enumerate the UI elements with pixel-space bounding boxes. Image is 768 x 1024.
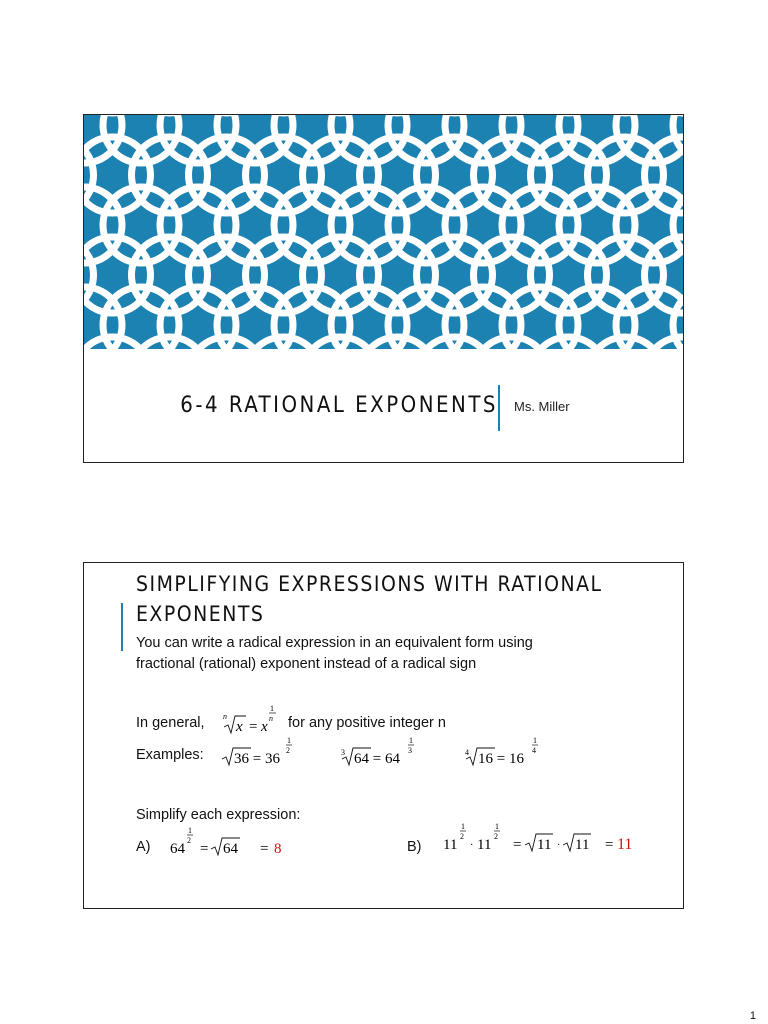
svg-text:64 = 64: 64 = 64 (354, 751, 400, 767)
svg-text:=: = (513, 837, 522, 853)
svg-text:1: 1 (270, 704, 274, 713)
svg-text:1: 1 (495, 822, 499, 831)
svg-text:=: = (605, 837, 614, 853)
title-accent-bar (121, 603, 123, 651)
svg-text:1: 1 (533, 736, 537, 745)
example-3 (463, 735, 553, 771)
svg-text:64: 64 (223, 841, 238, 857)
content-slide (83, 562, 684, 909)
slide-title-line2: EXPONENTS (136, 602, 265, 626)
general-formula (220, 703, 290, 739)
svg-text:=: = (200, 841, 209, 857)
svg-text:2: 2 (286, 746, 290, 755)
examples-label: Examples: (136, 747, 204, 763)
general-suffix: for any positive integer n (288, 715, 446, 731)
svg-text:=: = (249, 719, 258, 735)
svg-text:x: x (236, 719, 243, 735)
svg-text:2: 2 (187, 836, 191, 845)
svg-text:1: 1 (188, 826, 192, 835)
part-b-expression (439, 821, 669, 857)
svg-text:8: 8 (274, 841, 282, 857)
slide-title (136, 569, 656, 629)
svg-text:3: 3 (408, 746, 412, 755)
svg-text:n: n (223, 712, 227, 721)
intro-line1: You can write a radical expression in an equivalent form using (136, 635, 533, 651)
svg-text:3: 3 (341, 748, 345, 757)
svg-text:11: 11 (477, 837, 492, 853)
svg-text:2: 2 (494, 832, 498, 841)
svg-text:=: = (260, 841, 269, 857)
svg-text:1: 1 (409, 736, 413, 745)
svg-text:4: 4 (465, 748, 469, 757)
svg-text:1: 1 (287, 736, 291, 745)
general-rule (136, 715, 205, 731)
author-name: Ms. Miller (514, 399, 570, 414)
svg-text:11: 11 (617, 836, 633, 853)
svg-text:·: · (470, 840, 474, 851)
title-divider (498, 385, 500, 431)
presentation-title: 6-4 RATIONAL EXPONENTS (180, 393, 498, 418)
intro-text (136, 633, 533, 675)
svg-text:11: 11 (575, 837, 590, 853)
svg-text:16 = 16: 16 = 16 (478, 751, 524, 767)
example-1 (221, 735, 311, 771)
part-b-label: B) (407, 839, 422, 855)
example-2 (339, 735, 429, 771)
title-slide (83, 114, 684, 463)
svg-text:64: 64 (170, 841, 185, 857)
svg-text:1: 1 (461, 822, 465, 831)
page-number: 1 (749, 1010, 756, 1022)
svg-text:2: 2 (460, 832, 464, 841)
svg-text:11: 11 (537, 837, 552, 853)
svg-text:n: n (269, 714, 273, 723)
svg-text:x: x (261, 719, 268, 735)
svg-text:11: 11 (443, 837, 458, 853)
svg-text:4: 4 (532, 746, 536, 755)
svg-text:·: · (557, 840, 561, 851)
part-a-label: A) (136, 839, 151, 855)
intro-line2: fractional (rational) exponent instead of a radical sign (136, 656, 477, 672)
svg-text:36 = 36: 36 = 36 (234, 751, 280, 767)
circle-lattice-pattern (84, 115, 683, 349)
simplify-label: Simplify each expression: (136, 807, 301, 823)
part-a-expression (168, 825, 318, 861)
general-label: In general, (136, 715, 205, 731)
slide-title-line1: SIMPLIFYING EXPRESSIONS WITH RATIONAL (136, 572, 603, 596)
